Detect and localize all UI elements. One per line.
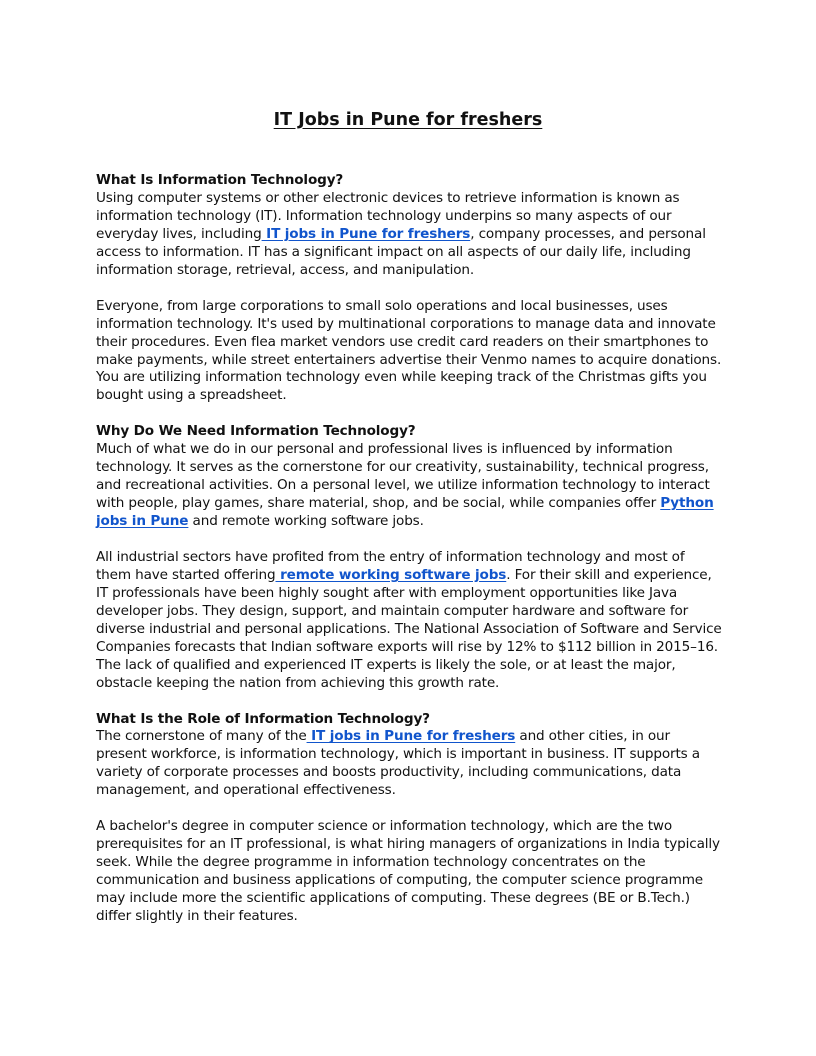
paragraph-text: and remote working software jobs. — [188, 513, 424, 530]
paragraph-spacer — [96, 280, 722, 298]
paragraph-spacer — [96, 693, 722, 711]
paragraph-text: The cornerstone of many of the — [96, 728, 307, 745]
paragraph: A bachelor's degree in computer science or information technology, which are the two prerequisites for an IT professional, is what hiring managers of organizations in India typically seek. While the degree programme in information technology concentrates on the communication and business applications of computing, the computer science programme may include more the scientific applications of computing. These degrees (BE or B.Tech.) differ slightly in their features. — [96, 818, 720, 924]
it-jobs-pune-link[interactable]: IT jobs in Pune for freshers — [306, 728, 516, 745]
section-heading-what-is-it: What Is Information Technology? — [96, 172, 344, 188]
paragraph — [96, 549, 722, 693]
paragraph-spacer — [96, 800, 722, 818]
document-title: IT Jobs in Pune for freshers — [273, 109, 543, 130]
paragraph-spacer — [96, 405, 722, 423]
it-jobs-pune-link[interactable]: IT jobs in Pune for freshers — [261, 225, 471, 242]
paragraph-text: Much of what we do in our personal and professional lives is influenced by information technology. It serves as the cornerstone for our creativity, sustainability, technical progress, and recreational activities. On a personal level, we utilize information technology to interact with people, play games, share material, shop, and be social, while companies offer — [96, 441, 710, 512]
document-body — [96, 172, 722, 926]
paragraph-text: and other cities, in our present workforce, is information technology, which is important in business. IT supports a variety of corporate processes and boosts productivity, including communications, data management, and operational effectiveness. — [96, 728, 700, 799]
paragraph — [96, 190, 722, 280]
paragraph-spacer — [96, 531, 722, 549]
section-heading-why-need-it: Why Do We Need Information Technology? — [96, 423, 416, 440]
paragraph-text: All industrial sectors have profited from the entry of information technology and most of them have started offering — [96, 548, 685, 583]
paragraph-text: Using computer systems or other electronic devices to retrieve information is known as information technology (IT). Information technology underpins so many aspects of our everyday lives, including — [96, 189, 680, 242]
python-jobs-pune-link[interactable]: Python jobs in Pune — [96, 495, 714, 530]
remote-working-software-jobs-link[interactable]: remote working software jobs — [275, 566, 507, 583]
paragraph-text: . For their skill and experience, IT professionals have been highly sought after with employment opportunities like Java developer jobs. They design, support, and maintain computer hardware and software for diverse industrial and personal applications. The National Association of Software and Service Companies forecasts that Indian software exports will rise by 12% to $112 billion in 2015–16. The lack of qualified and experienced IT experts is likely the sole, or at least the major, obstacle keeping the nation from achieving this growth rate. — [96, 566, 722, 691]
paragraph: Everyone, from large corporations to small solo operations and local businesses, uses information technology. It's used by multinational corporations to manage data and innovate their procedures. Even flea market vendors use credit card readers on their smartphones to make payments, while street entertainers advertise their Venmo names to acquire donations. You are utilizing information technology even while keeping track of the Christmas gifts you bought using a spreadsheet. — [96, 297, 722, 404]
paragraph — [96, 441, 722, 531]
section-heading-role-of-it: What Is the Role of Information Technology? — [96, 710, 430, 727]
paragraph-text: , company processes, and personal access to information. IT has a significant impact on all aspects of our daily life, including information storage, retrieval, access, and manipulation. — [96, 225, 706, 278]
paragraph — [96, 728, 722, 800]
